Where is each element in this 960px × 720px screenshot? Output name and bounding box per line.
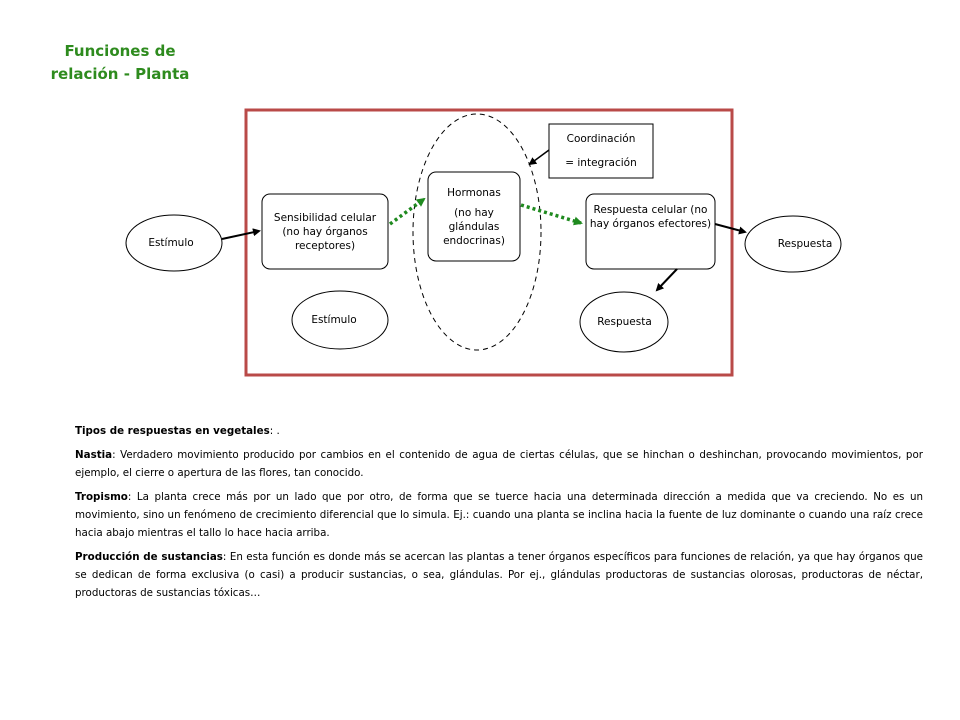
paragraph-tropismo	[75, 488, 923, 542]
title-line-2: relación - Planta	[50, 65, 190, 83]
sensibilidad-label	[262, 194, 388, 269]
respuesta-celular-line-2: hay órganos efectores)	[589, 218, 712, 230]
hormonas-line-3: endocrinas)	[443, 234, 505, 247]
respuesta-celular-line-1: Respuesta celular (no	[593, 204, 708, 216]
hormonas-line-1: (no hay	[454, 206, 494, 219]
paragraph-produccion	[75, 548, 923, 602]
text-section	[75, 422, 923, 608]
sensibilidad-line-1: Sensibilidad celular	[273, 211, 377, 224]
respuesta-celular-label	[586, 194, 715, 240]
responses-heading	[75, 422, 923, 440]
produccion-text: : En esta función es donde más se acercan las plantas a tener órganos específicos para funciones de relación, ya que hay órganos que se dedican de forma exclusiva (o casi) a producir sustancias, o sea, glándulas. Por ej., glándulas productoras de sustancias olorosas, productoras de néctar, productoras de sustancias tóxicas…	[75, 551, 923, 599]
dotted-arrow-hormonas-to-respuesta	[521, 205, 581, 223]
respuesta-bottom-label: Respuesta	[597, 316, 652, 328]
arrow-estimulo-to-sensibilidad	[222, 231, 259, 239]
arrow-respuesta-celular-to-respuesta-bottom	[657, 269, 677, 290]
respuesta-right-label: Respuesta	[777, 238, 833, 250]
coordinacion-label	[549, 124, 653, 178]
heading-bold: Tipos de respuestas en vegetales	[75, 425, 270, 437]
hormonas-line-2: glándulas	[448, 220, 500, 233]
tropismo-term: Tropismo	[75, 491, 128, 503]
coordinacion-line-2: = integración	[565, 157, 637, 169]
title-line-1: Funciones de	[64, 42, 176, 60]
paragraph-nastia	[75, 446, 923, 482]
coordinacion-line-1: Coordinación	[566, 133, 636, 145]
hormonas-title: Hormonas	[447, 186, 501, 199]
arrow-coordinacion-to-ellipse	[530, 150, 549, 164]
sensibilidad-line-2: (no hay órganos	[282, 225, 368, 238]
tropismo-text: : La planta crece más por un lado que por otro, de forma que se tuerce hacia una determinada dirección a medida que va creciendo. No es un movimiento, sino un fenómeno de crecimiento diferencial que lo simula. Ej.: cuando una planta se inclina hacia la fuente de luz dominante o cuando una raíz crece hacia abajo mientras el tallo lo hace hacia arriba.	[75, 491, 923, 539]
sensibilidad-line-3: receptores)	[294, 239, 356, 252]
nastia-text: : Verdadero movimiento producido por cambios en el contenido de agua de ciertas células, que se hinchan o deshinchan, provocando movimientos, por ejemplo, el cierre o apertura de las flores, tan conocido.	[75, 449, 923, 479]
hormonas-label	[428, 172, 520, 261]
produccion-term: Producción de sustancias	[75, 551, 223, 563]
heading-rest: : .	[269, 425, 280, 437]
dotted-arrow-sensibilidad-to-hormonas	[390, 199, 424, 224]
estimulo-bottom-label: Estímulo	[311, 314, 357, 326]
arrow-respuesta-celular-to-respuesta	[715, 224, 745, 232]
nastia-term: Nastia	[75, 449, 113, 461]
estimulo-left-label: Estímulo	[148, 237, 194, 249]
